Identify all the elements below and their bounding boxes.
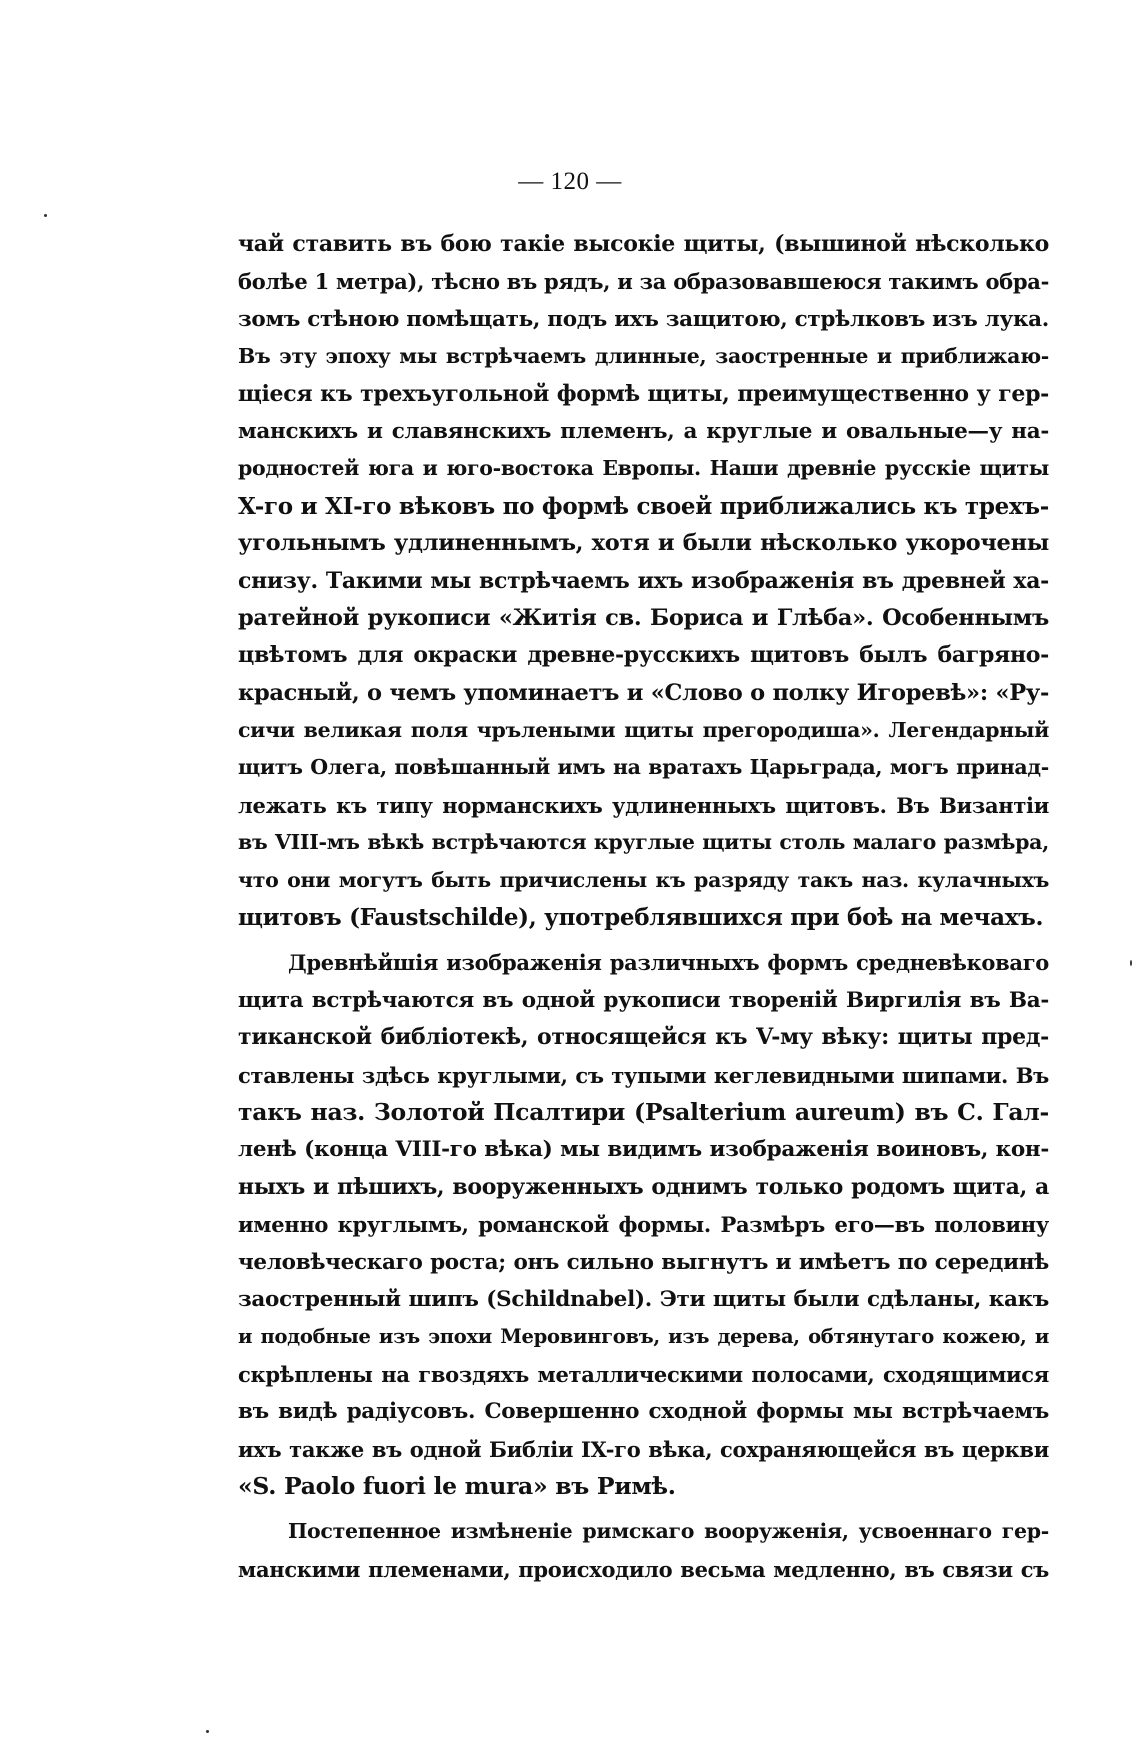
scan-speck: [1130, 960, 1132, 966]
text-line: ихъ также въ одной Библіи IX-го вѣка, сохраняющейся въ церкви: [238, 1436, 1049, 1462]
text-line: ныхъ и пѣшихъ, вооруженныхъ однимъ только родомъ щита, а: [238, 1173, 1049, 1200]
text-line: щита встрѣчаются въ одной рукописи твореній Виргилія въ Ва-: [238, 987, 1049, 1013]
text-line: ленѣ (конца VIII-го вѣка) мы видимъ изображенія воиновъ, кон-: [238, 1137, 1049, 1163]
text-line: родностей юга и юго-востока Европы. Наши древніе русскіе щиты: [238, 456, 1049, 481]
text-line: болѣе 1 метра), тѣсно въ рядъ, и за образовавшеюся такимъ обра-: [238, 269, 1049, 295]
text-line: ставлены здѣсь круглыми, съ тупыми кеглевидными шипами. Въ: [238, 1062, 1049, 1088]
text-line: щитъ Олега, повѣшанный имъ на вратахъ Царьграда, могъ принад-: [238, 755, 1049, 780]
text-line: такъ наз. Золотой Псалтири (Psalterium aureum) въ С. Гал-: [238, 1097, 1049, 1126]
text-line: въ видѣ радіусовъ. Совершенно сходной формы мы встрѣчаемъ: [238, 1399, 1049, 1425]
text-line: цвѣтомъ для окраски древне-русскихъ щитовъ былъ багряно-: [238, 642, 1049, 669]
paragraph-gap: [238, 1505, 1049, 1513]
scan-speck: [206, 1730, 209, 1733]
text-line: человѣческаго роста; онъ сильно выгнутъ и имѣетъ по серединѣ: [238, 1249, 1049, 1275]
paragraph-1: [238, 226, 1049, 936]
text-line: угольнымъ удлиненнымъ, хотя и были нѣсколько укорочены: [238, 530, 1049, 557]
text-line: чай ставить въ бою такіе высокіе щиты, (вышиной нѣсколько: [238, 231, 1049, 257]
page-number: — 120 —: [518, 168, 622, 195]
text-line: Въ эту эпоху мы встрѣчаемъ длинные, заостренные и приближаю-: [238, 344, 1049, 369]
text-line: «S. Paolo fuori le mura» въ Римѣ.: [238, 1471, 676, 1500]
text-line: щитовъ (Faustschilde), употреблявшихся при боѣ на мечахъ.: [238, 904, 1044, 932]
text-line: манскими племенами, происходило весьма медленно, въ связи съ: [238, 1556, 1049, 1582]
text-line: тиканской библіотекѣ, относящейся къ V-му вѣку: щиты пред-: [238, 1024, 1049, 1051]
scan-speck: [44, 214, 47, 217]
text-line: ратейной рукописи «Житія св. Бориса и Глѣба». Особеннымъ: [238, 604, 1049, 631]
paragraph-gap: [238, 936, 1049, 944]
text-line: именно круглымъ, романской формы. Размѣръ его—въ половину: [238, 1212, 1049, 1238]
body-text: [238, 226, 1049, 1588]
text-line: X-го и XI-го вѣковъ по формѣ своей приближались къ трехъ-: [238, 492, 1049, 520]
text-line: скрѣплены на гвоздяхъ металлическими полосами, сходящимися: [238, 1361, 1049, 1387]
text-line: щіеся къ трехъугольной формѣ щиты, преимущественно у гер-: [238, 380, 1049, 407]
text-line: сичи великая поля чрълеными щиты прегородиша». Легендарный: [238, 718, 1049, 743]
text-line: красный, о чемъ упоминаетъ и «Слово о полку Игоревѣ»: «Ру-: [238, 679, 1049, 706]
text-line: что они могутъ быть причислены къ разряду такъ наз. кулачныхъ: [238, 867, 1049, 892]
text-line: въ VIII-мъ вѣкѣ встрѣчаются круглые щиты столь малаго размѣра,: [238, 830, 1049, 855]
text-line: зомъ стѣною помѣщать, подъ ихъ защитою, стрѣлковъ изъ лука.: [238, 306, 1049, 332]
paragraph-2: [238, 944, 1049, 1505]
paragraph-3: [238, 1513, 1049, 1588]
text-line: лежать къ типу норманскихъ удлиненныхъ щитовъ. Въ Византіи: [238, 792, 1049, 818]
text-line: Древнѣйшія изображенія различныхъ формъ средневѣковаго: [288, 950, 1049, 976]
text-line: Постепенное измѣненіе римскаго вооруженія, усвоеннаго гер-: [288, 1519, 1049, 1544]
text-line: заостренный шипъ (Schildnabel). Эти щиты были сдѣланы, какъ: [238, 1286, 1049, 1312]
text-line: и подобные изъ эпохи Меровинговъ, изъ дерева, обтянутаго кожею, и: [238, 1325, 1049, 1349]
text-line: снизу. Такими мы встрѣчаемъ ихъ изображенія въ древней ха-: [238, 567, 1049, 594]
text-line: манскихъ и славянскихъ племенъ, а круглые и овальные—у на-: [238, 418, 1049, 444]
